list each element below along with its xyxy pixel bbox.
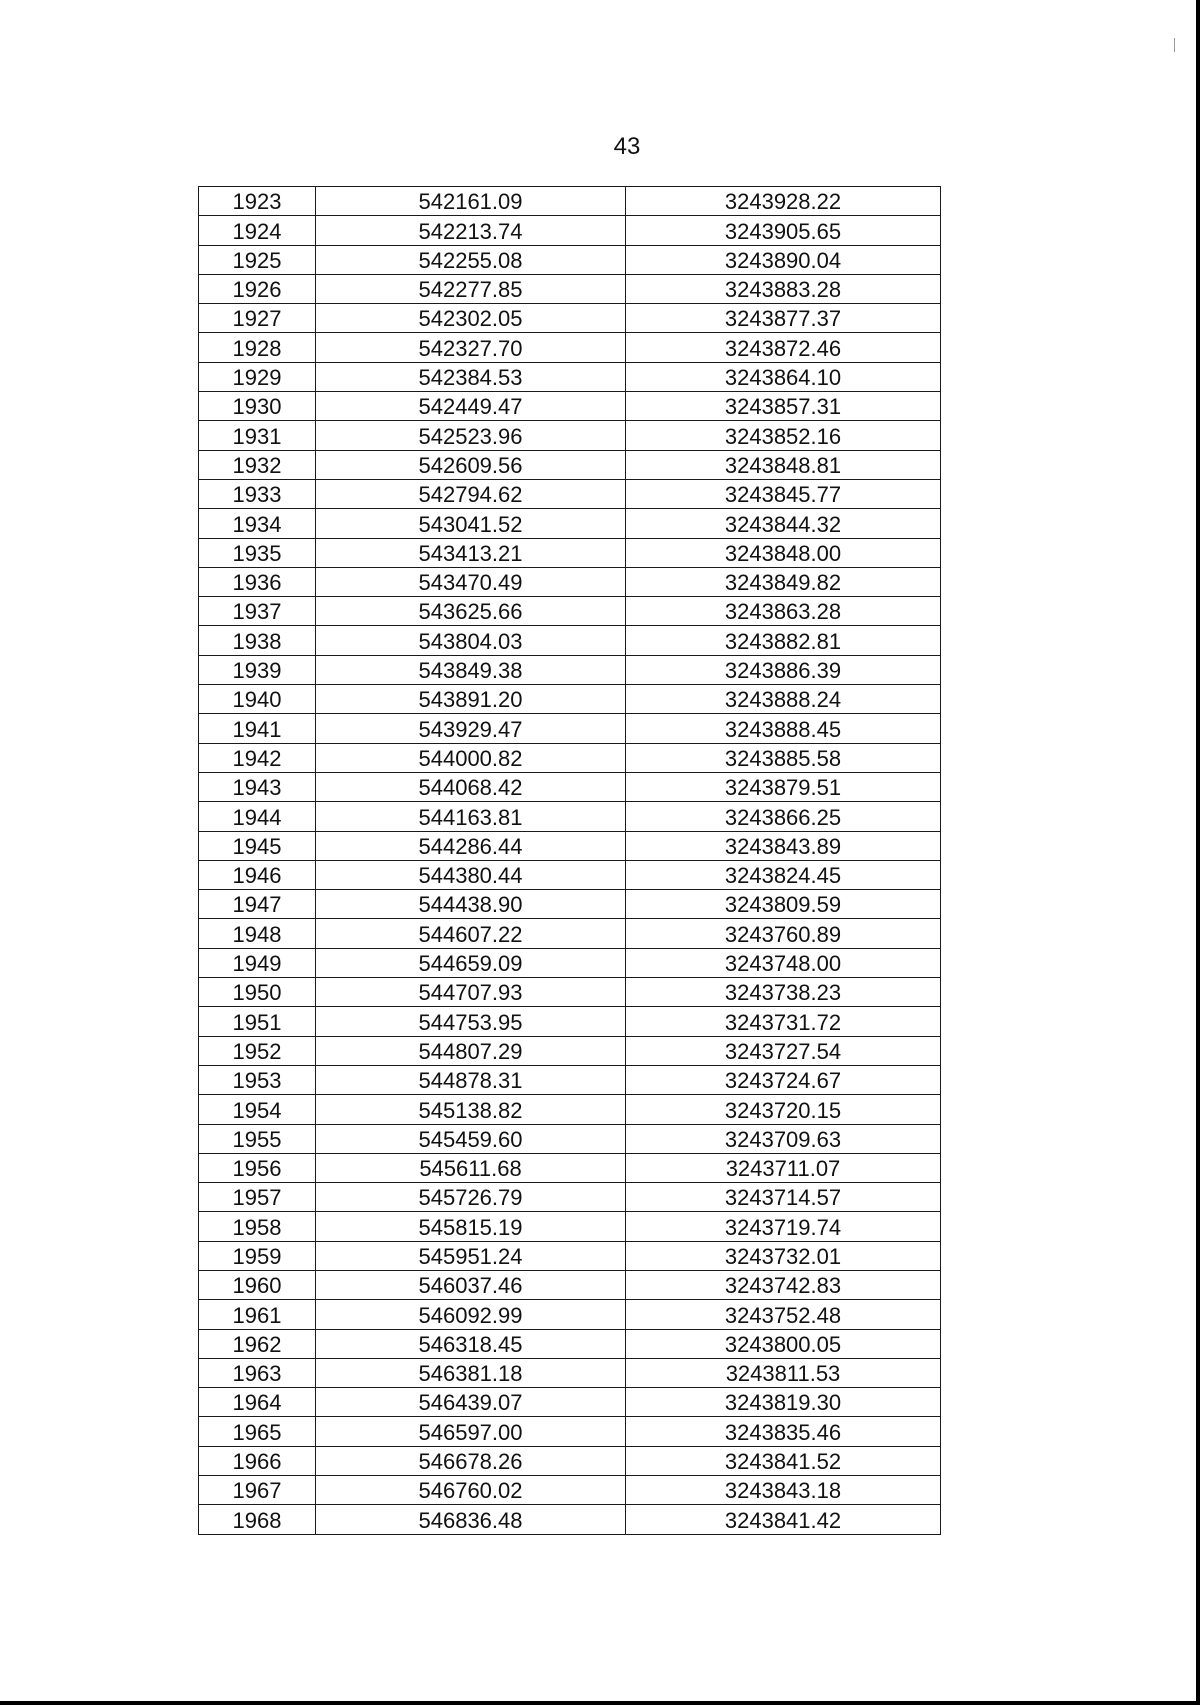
x-coordinate-cell: 543625.66	[316, 597, 626, 626]
point-number-cell: 1925	[199, 245, 316, 274]
y-coordinate-cell: 3243760.89	[626, 919, 941, 948]
point-number-cell: 1924	[199, 216, 316, 245]
y-coordinate-cell: 3243857.31	[626, 392, 941, 421]
y-coordinate-cell: 3243727.54	[626, 1036, 941, 1065]
point-number-cell: 1960	[199, 1270, 316, 1299]
point-number-cell: 1939	[199, 655, 316, 684]
y-coordinate-cell: 3243845.77	[626, 479, 941, 508]
y-coordinate-cell: 3243888.24	[626, 685, 941, 714]
table-row	[199, 890, 941, 919]
x-coordinate-cell: 545726.79	[316, 1183, 626, 1212]
table-row	[199, 1270, 941, 1299]
point-number-cell: 1954	[199, 1095, 316, 1124]
point-number-cell: 1952	[199, 1036, 316, 1065]
x-coordinate-cell: 543041.52	[316, 509, 626, 538]
y-coordinate-cell: 3243738.23	[626, 978, 941, 1007]
point-number-cell: 1959	[199, 1241, 316, 1270]
x-coordinate-cell: 542523.96	[316, 421, 626, 450]
page-number: 43	[613, 133, 641, 160]
point-number-cell: 1943	[199, 772, 316, 801]
y-coordinate-cell: 3243852.16	[626, 421, 941, 450]
point-number-cell: 1956	[199, 1153, 316, 1182]
y-coordinate-cell: 3243872.46	[626, 333, 941, 362]
scan-border-right	[1196, 0, 1200, 1705]
x-coordinate-cell: 543470.49	[316, 567, 626, 596]
y-coordinate-cell: 3243849.82	[626, 567, 941, 596]
point-number-cell: 1965	[199, 1417, 316, 1446]
point-number-cell: 1945	[199, 831, 316, 860]
x-coordinate-cell: 546318.45	[316, 1329, 626, 1358]
table-row	[199, 1036, 941, 1065]
table-row	[199, 860, 941, 889]
table-row	[199, 1153, 941, 1182]
point-number-cell: 1933	[199, 479, 316, 508]
y-coordinate-cell: 3243742.83	[626, 1270, 941, 1299]
coordinate-table	[198, 186, 941, 1535]
y-coordinate-cell: 3243879.51	[626, 772, 941, 801]
point-number-cell: 1927	[199, 304, 316, 333]
point-number-cell: 1923	[199, 187, 316, 216]
point-number-cell: 1955	[199, 1124, 316, 1153]
point-number-cell: 1931	[199, 421, 316, 450]
table-row	[199, 362, 941, 391]
point-number-cell: 1932	[199, 450, 316, 479]
y-coordinate-cell: 3243843.18	[626, 1476, 941, 1505]
point-number-cell: 1938	[199, 626, 316, 655]
point-number-cell: 1926	[199, 274, 316, 303]
table-row	[199, 509, 941, 538]
y-coordinate-cell: 3243882.81	[626, 626, 941, 655]
x-coordinate-cell: 544438.90	[316, 890, 626, 919]
point-number-cell: 1928	[199, 333, 316, 362]
y-coordinate-cell: 3243886.39	[626, 655, 941, 684]
y-coordinate-cell: 3243905.65	[626, 216, 941, 245]
table-row	[199, 1505, 941, 1534]
y-coordinate-cell: 3243748.00	[626, 948, 941, 977]
point-number-cell: 1941	[199, 714, 316, 743]
table-row	[199, 1007, 941, 1036]
table-row	[199, 479, 941, 508]
x-coordinate-cell: 546037.46	[316, 1270, 626, 1299]
y-coordinate-cell: 3243844.32	[626, 509, 941, 538]
x-coordinate-cell: 542161.09	[316, 187, 626, 216]
table-row	[199, 1241, 941, 1270]
y-coordinate-cell: 3243848.00	[626, 538, 941, 567]
point-number-cell: 1958	[199, 1212, 316, 1241]
x-coordinate-cell: 545815.19	[316, 1212, 626, 1241]
table-row	[199, 392, 941, 421]
y-coordinate-cell: 3243877.37	[626, 304, 941, 333]
y-coordinate-cell: 3243752.48	[626, 1300, 941, 1329]
y-coordinate-cell: 3243848.81	[626, 450, 941, 479]
table-row	[199, 1388, 941, 1417]
x-coordinate-cell: 544000.82	[316, 743, 626, 772]
x-coordinate-cell: 544707.93	[316, 978, 626, 1007]
x-coordinate-cell: 544659.09	[316, 948, 626, 977]
y-coordinate-cell: 3243720.15	[626, 1095, 941, 1124]
y-coordinate-cell: 3243731.72	[626, 1007, 941, 1036]
x-coordinate-cell: 546597.00	[316, 1417, 626, 1446]
scan-artifact-mark	[1174, 38, 1175, 52]
x-coordinate-cell: 546092.99	[316, 1300, 626, 1329]
y-coordinate-cell: 3243883.28	[626, 274, 941, 303]
x-coordinate-cell: 545459.60	[316, 1124, 626, 1153]
table-row	[199, 567, 941, 596]
y-coordinate-cell: 3243885.58	[626, 743, 941, 772]
point-number-cell: 1929	[199, 362, 316, 391]
y-coordinate-cell: 3243811.53	[626, 1358, 941, 1387]
x-coordinate-cell: 544068.42	[316, 772, 626, 801]
x-coordinate-cell: 543891.20	[316, 685, 626, 714]
point-number-cell: 1963	[199, 1358, 316, 1387]
point-number-cell: 1936	[199, 567, 316, 596]
point-number-cell: 1967	[199, 1476, 316, 1505]
y-coordinate-cell: 3243714.57	[626, 1183, 941, 1212]
y-coordinate-cell: 3243928.22	[626, 187, 941, 216]
point-number-cell: 1942	[199, 743, 316, 772]
table-row	[199, 333, 941, 362]
point-number-cell: 1934	[199, 509, 316, 538]
table-row	[199, 421, 941, 450]
x-coordinate-cell: 542277.85	[316, 274, 626, 303]
table-row	[199, 919, 941, 948]
x-coordinate-cell: 543413.21	[316, 538, 626, 567]
table-row	[199, 1212, 941, 1241]
y-coordinate-cell: 3243863.28	[626, 597, 941, 626]
y-coordinate-cell: 3243711.07	[626, 1153, 941, 1182]
table-row	[199, 831, 941, 860]
x-coordinate-cell: 545138.82	[316, 1095, 626, 1124]
point-number-cell: 1951	[199, 1007, 316, 1036]
x-coordinate-cell: 544753.95	[316, 1007, 626, 1036]
y-coordinate-cell: 3243824.45	[626, 860, 941, 889]
table-row	[199, 538, 941, 567]
x-coordinate-cell: 542794.62	[316, 479, 626, 508]
scan-border-bottom	[0, 1701, 1200, 1705]
point-number-cell: 1935	[199, 538, 316, 567]
table-row	[199, 304, 941, 333]
point-number-cell: 1948	[199, 919, 316, 948]
table-row	[199, 1124, 941, 1153]
x-coordinate-cell: 546836.48	[316, 1505, 626, 1534]
x-coordinate-cell: 542327.70	[316, 333, 626, 362]
point-number-cell: 1961	[199, 1300, 316, 1329]
point-number-cell: 1957	[199, 1183, 316, 1212]
y-coordinate-cell: 3243819.30	[626, 1388, 941, 1417]
x-coordinate-cell: 546439.07	[316, 1388, 626, 1417]
x-coordinate-cell: 544163.81	[316, 802, 626, 831]
y-coordinate-cell: 3243864.10	[626, 362, 941, 391]
point-number-cell: 1953	[199, 1065, 316, 1094]
x-coordinate-cell: 542302.05	[316, 304, 626, 333]
point-number-cell: 1964	[199, 1388, 316, 1417]
x-coordinate-cell: 543929.47	[316, 714, 626, 743]
x-coordinate-cell: 544380.44	[316, 860, 626, 889]
coordinate-table-body	[199, 187, 941, 1535]
table-row	[199, 626, 941, 655]
table-row	[199, 597, 941, 626]
y-coordinate-cell: 3243800.05	[626, 1329, 941, 1358]
table-row	[199, 685, 941, 714]
y-coordinate-cell: 3243841.52	[626, 1446, 941, 1475]
y-coordinate-cell: 3243732.01	[626, 1241, 941, 1270]
table-row	[199, 743, 941, 772]
y-coordinate-cell: 3243835.46	[626, 1417, 941, 1446]
table-row	[199, 655, 941, 684]
y-coordinate-cell: 3243890.04	[626, 245, 941, 274]
table-row	[199, 1358, 941, 1387]
x-coordinate-cell: 544878.31	[316, 1065, 626, 1094]
x-coordinate-cell: 546760.02	[316, 1476, 626, 1505]
x-coordinate-cell: 543849.38	[316, 655, 626, 684]
point-number-cell: 1947	[199, 890, 316, 919]
x-coordinate-cell: 545951.24	[316, 1241, 626, 1270]
table-row	[199, 1300, 941, 1329]
table-row	[199, 1417, 941, 1446]
point-number-cell: 1966	[199, 1446, 316, 1475]
table-row	[199, 1329, 941, 1358]
x-coordinate-cell: 545611.68	[316, 1153, 626, 1182]
x-coordinate-cell: 544286.44	[316, 831, 626, 860]
x-coordinate-cell: 542449.47	[316, 392, 626, 421]
y-coordinate-cell: 3243841.42	[626, 1505, 941, 1534]
table-row	[199, 802, 941, 831]
point-number-cell: 1949	[199, 948, 316, 977]
table-row	[199, 216, 941, 245]
point-number-cell: 1930	[199, 392, 316, 421]
y-coordinate-cell: 3243709.63	[626, 1124, 941, 1153]
x-coordinate-cell: 543804.03	[316, 626, 626, 655]
table-row	[199, 450, 941, 479]
table-row	[199, 1095, 941, 1124]
x-coordinate-cell: 542609.56	[316, 450, 626, 479]
table-row	[199, 274, 941, 303]
table-row	[199, 245, 941, 274]
point-number-cell: 1937	[199, 597, 316, 626]
x-coordinate-cell: 544807.29	[316, 1036, 626, 1065]
table-row	[199, 978, 941, 1007]
table-row	[199, 714, 941, 743]
point-number-cell: 1940	[199, 685, 316, 714]
table-row	[199, 772, 941, 801]
table-row	[199, 187, 941, 216]
table-row	[199, 1446, 941, 1475]
x-coordinate-cell: 546381.18	[316, 1358, 626, 1387]
y-coordinate-cell: 3243866.25	[626, 802, 941, 831]
y-coordinate-cell: 3243809.59	[626, 890, 941, 919]
point-number-cell: 1968	[199, 1505, 316, 1534]
table-row	[199, 948, 941, 977]
x-coordinate-cell: 544607.22	[316, 919, 626, 948]
y-coordinate-cell: 3243724.67	[626, 1065, 941, 1094]
point-number-cell: 1946	[199, 860, 316, 889]
table-row	[199, 1183, 941, 1212]
x-coordinate-cell: 542213.74	[316, 216, 626, 245]
table-row	[199, 1065, 941, 1094]
x-coordinate-cell: 542384.53	[316, 362, 626, 391]
point-number-cell: 1950	[199, 978, 316, 1007]
x-coordinate-cell: 546678.26	[316, 1446, 626, 1475]
y-coordinate-cell: 3243719.74	[626, 1212, 941, 1241]
x-coordinate-cell: 542255.08	[316, 245, 626, 274]
y-coordinate-cell: 3243888.45	[626, 714, 941, 743]
y-coordinate-cell: 3243843.89	[626, 831, 941, 860]
point-number-cell: 1962	[199, 1329, 316, 1358]
point-number-cell: 1944	[199, 802, 316, 831]
table-row	[199, 1476, 941, 1505]
